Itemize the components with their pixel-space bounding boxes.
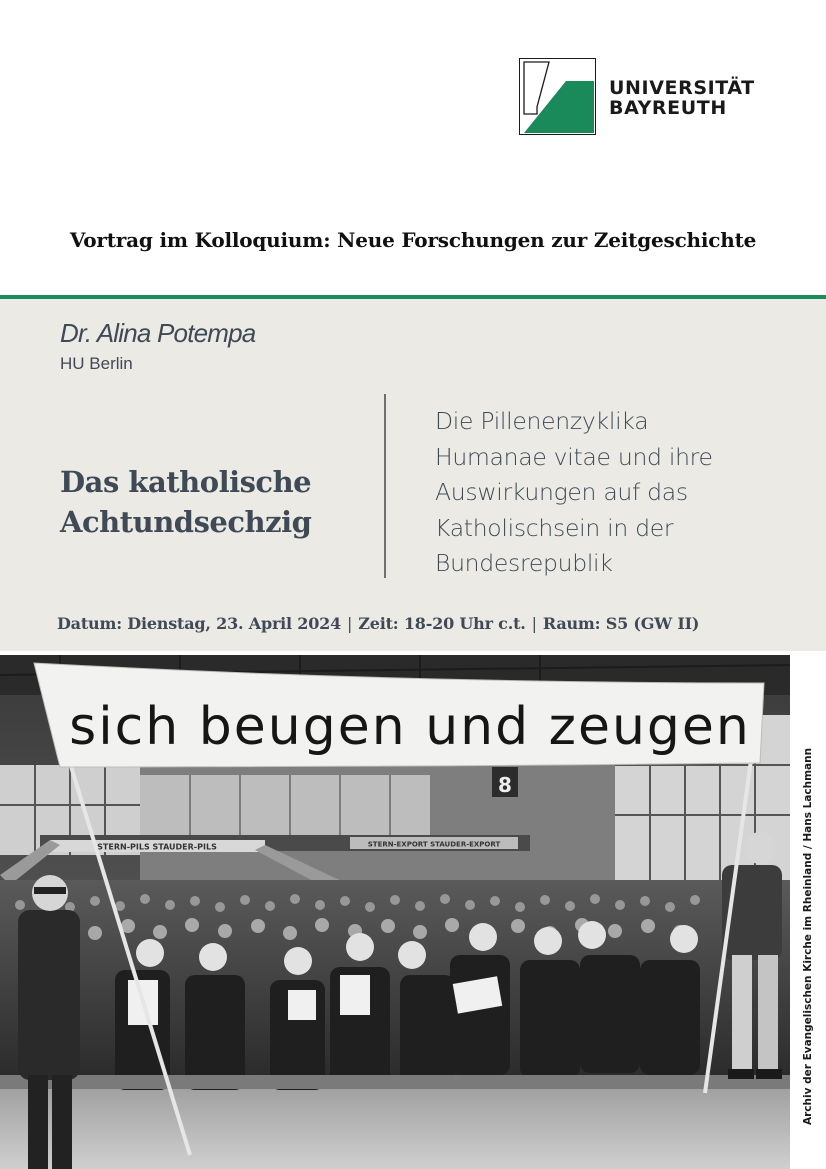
event-room: Raum: S5 (GW II)	[542, 614, 700, 633]
speaker-name: Dr. Alina Potempa	[60, 318, 256, 348]
event-date: Datum: Dienstag, 23. April 2024	[57, 614, 342, 633]
talk-subtitle	[435, 404, 775, 582]
historic-photo	[0, 655, 790, 1169]
gallery-sign-left: STERN-PILS STAUDER-PILS	[97, 842, 217, 852]
hall-number-sign: 8	[498, 773, 512, 797]
speaker-affiliation: HU Berlin	[60, 354, 133, 373]
logo-line-1: UNIVERSITÄT	[609, 77, 755, 99]
separator: |	[347, 614, 353, 633]
subtitle-line: Humanae vitae und ihre	[435, 442, 713, 471]
event-time: Zeit: 18-20 Uhr c.t.	[358, 614, 526, 633]
vertical-divider	[384, 394, 386, 578]
talk-title	[60, 462, 360, 542]
subtitle-line: Die Pillenenzyklika	[435, 407, 649, 435]
subtitle-line: Auswirkungen auf das	[435, 478, 688, 506]
subtitle-line: Bundesrepublik	[435, 549, 613, 577]
gallery-sign-right: STERN-EXPORT STAUDER-EXPORT	[367, 840, 501, 849]
talk-title-line-2: Achtundsechzig	[60, 505, 312, 539]
separator: |	[531, 614, 537, 633]
subtitle-line: Katholischsein in der	[435, 513, 674, 542]
logo-mark	[519, 58, 596, 135]
banner-slogan: sich beugen und zeugen	[69, 697, 751, 757]
logo-line-2: BAYREUTH	[609, 97, 727, 119]
logo-mark-icon	[520, 59, 595, 134]
university-logo	[519, 58, 779, 136]
logo-wordmark	[609, 78, 755, 118]
colloquium-heading: Vortrag im Kolloquium: Neue Forschungen zur Zeitgeschichte	[69, 228, 757, 252]
talk-title-line-1: Das katholische	[60, 465, 312, 499]
photo-credit: Archiv der Evangelischen Kirche im Rheinland / Hans Lachmann	[802, 747, 814, 1125]
event-details	[57, 614, 699, 633]
